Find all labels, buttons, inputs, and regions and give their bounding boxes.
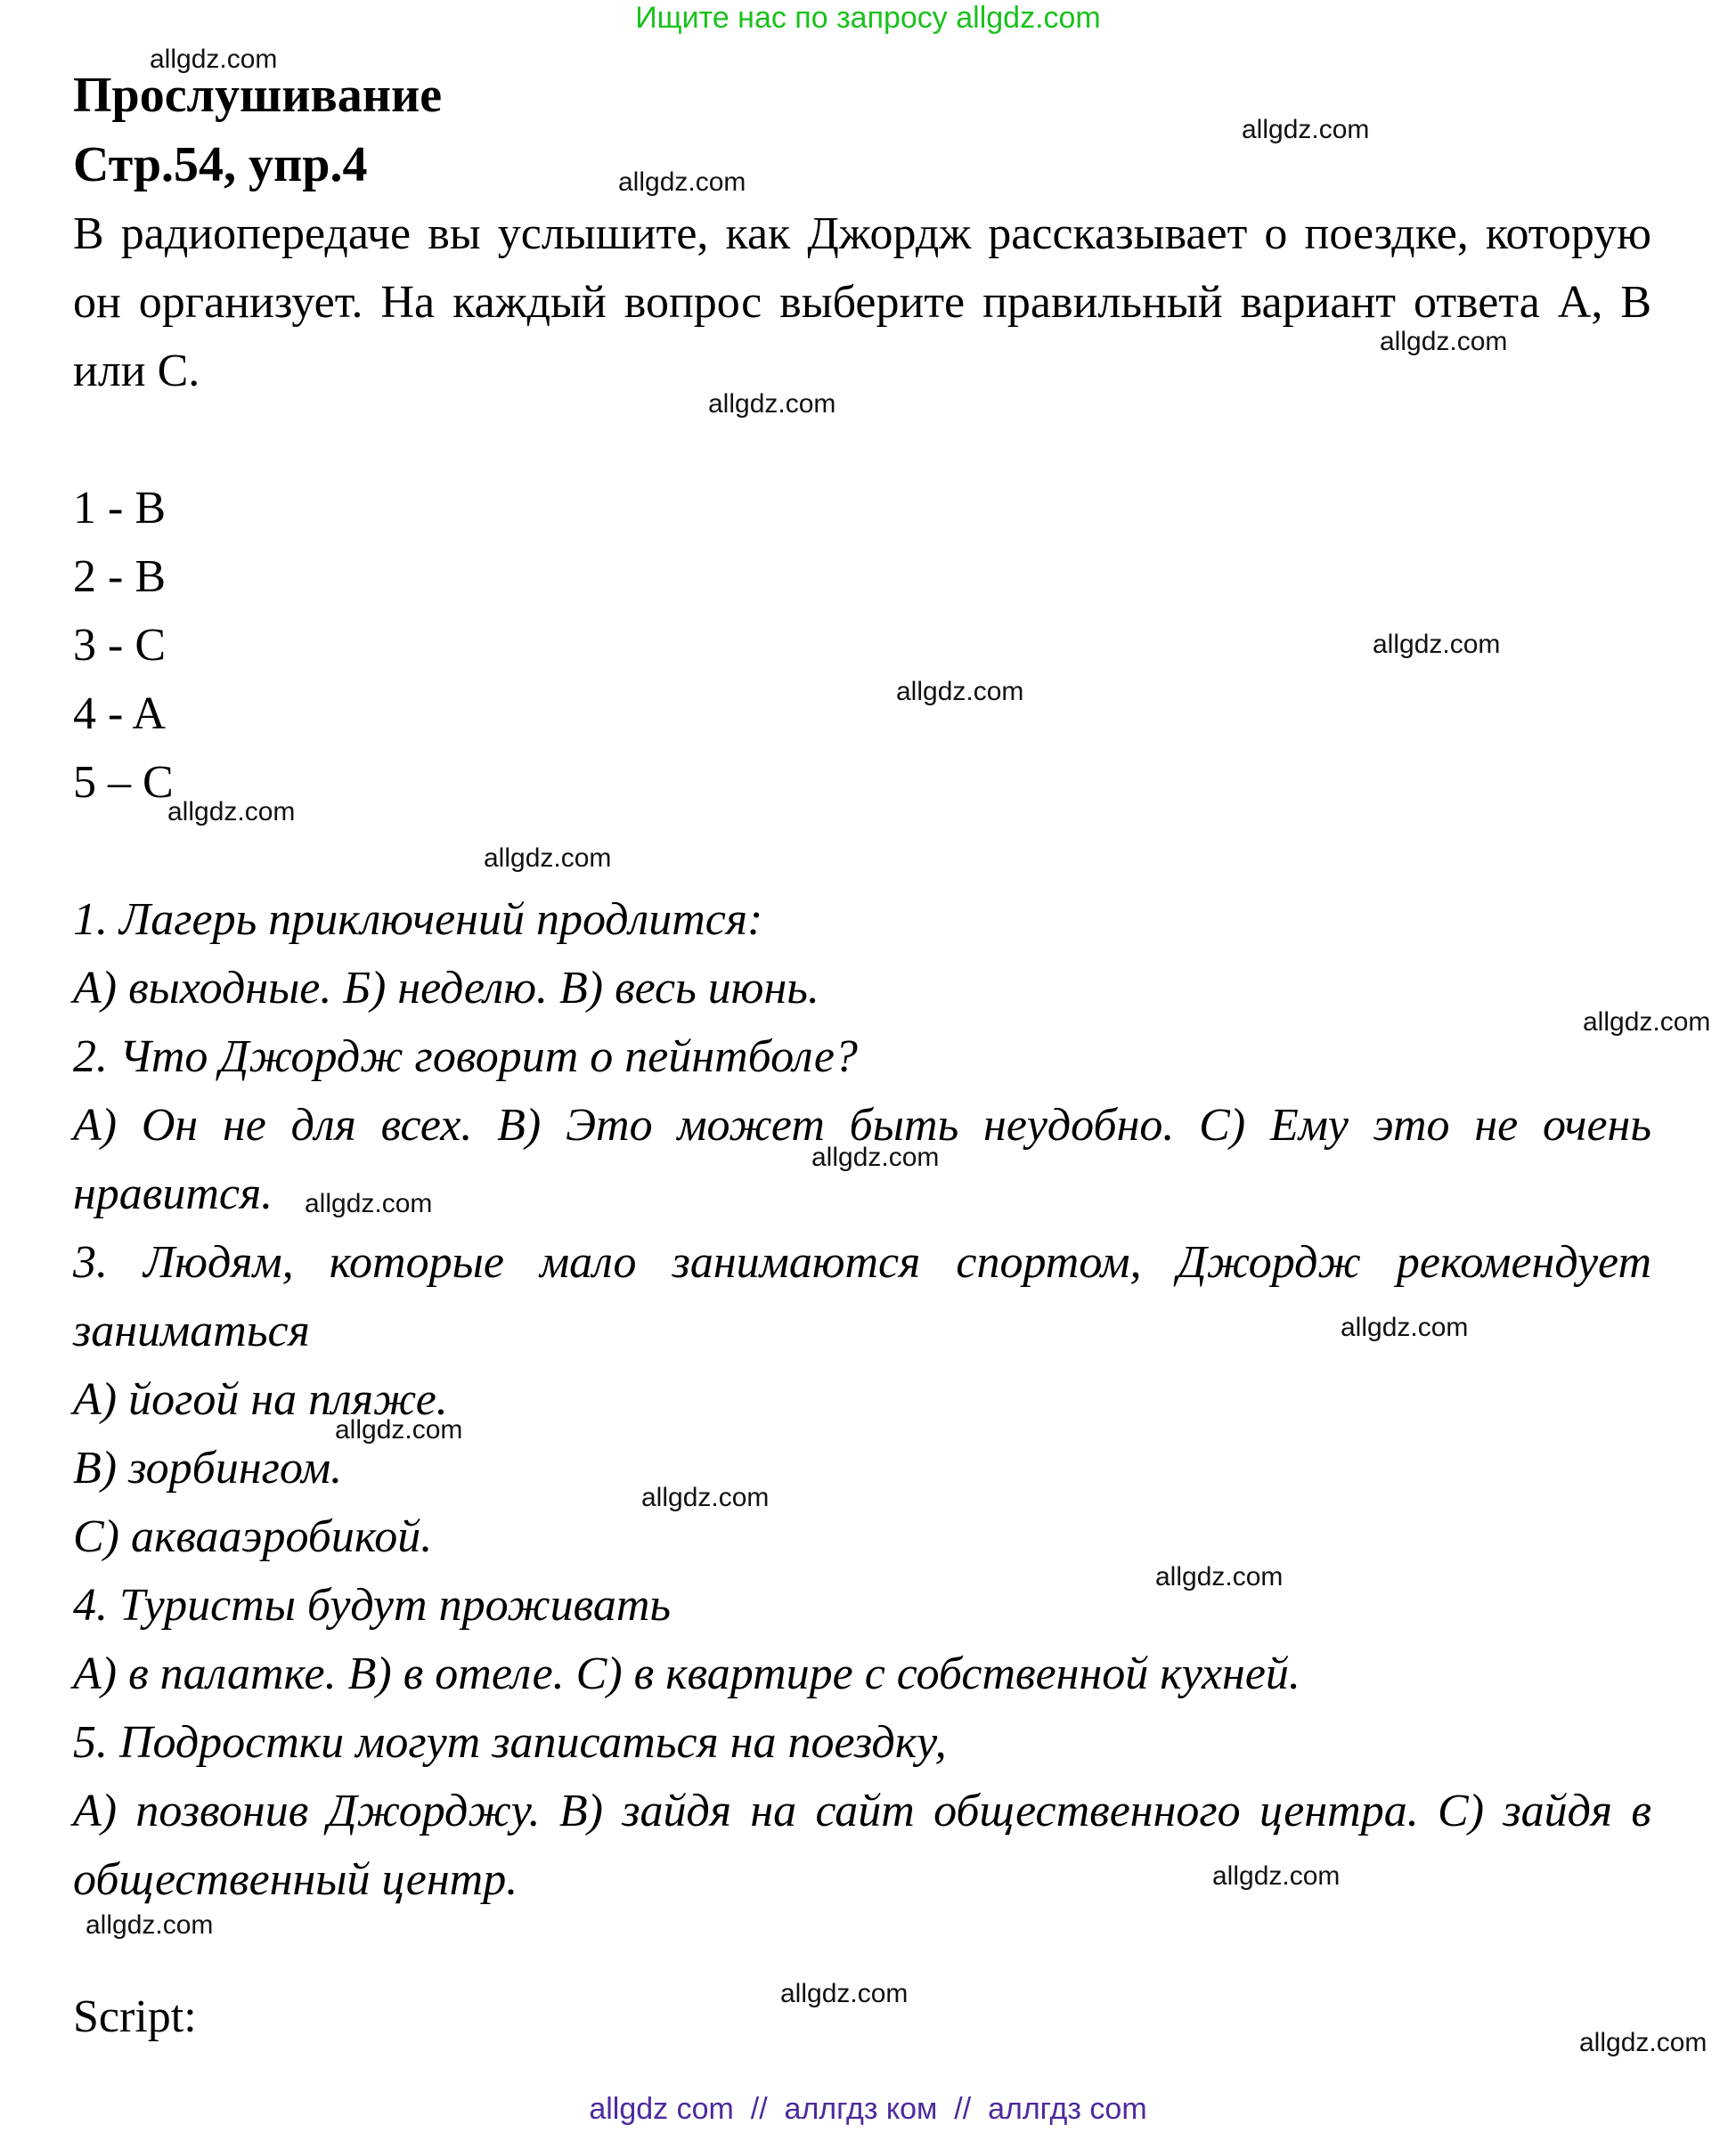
section-title: Прослушивание bbox=[73, 68, 443, 123]
footer-links[interactable]: allgdz com // аллгдз ком // аллгдз com bbox=[589, 2092, 1147, 2126]
answer-item: 5 – C bbox=[73, 757, 174, 808]
watermark: allgdz.com bbox=[1212, 1861, 1341, 1891]
watermark: allgdz.com bbox=[150, 45, 278, 74]
watermark: allgdz.com bbox=[1380, 327, 1508, 356]
script-label: Script: bbox=[73, 1991, 197, 2042]
question-line: 3. Людям, которые мало занимаются спортом, Джордж рекомендует заниматься bbox=[73, 1237, 1651, 1356]
top-banner[interactable]: Ищите нас по запросу allgdz.com bbox=[635, 1, 1101, 35]
watermark: allgdz.com bbox=[86, 1910, 214, 1940]
task-text: В радиопередаче вы услышите, как Джордж рассказывает о поездке, которую он организует. На каждый вопрос выберите правильный вариант ответа А, В или С. bbox=[73, 208, 1651, 396]
watermark: allgdz.com bbox=[1341, 1313, 1469, 1342]
question-line: 4. Туристы будут проживать bbox=[73, 1580, 672, 1631]
watermark: allgdz.com bbox=[1583, 1007, 1711, 1037]
watermark: allgdz.com bbox=[484, 843, 612, 873]
question-line: 1. Лагерь приключений продлится: bbox=[73, 894, 763, 945]
watermark: allgdz.com bbox=[811, 1143, 940, 1172]
question-line: 2. Что Джордж говорит о пейнтболе? bbox=[73, 1031, 858, 1082]
answer-item: 3 - C bbox=[73, 620, 166, 671]
watermark: allgdz.com bbox=[167, 797, 296, 826]
watermark: allgdz.com bbox=[1155, 1562, 1284, 1592]
question-line: А) в палатке. В) в отеле. С) в квартире с собственной кухней. bbox=[73, 1649, 1300, 1699]
watermark: allgdz.com bbox=[780, 1979, 909, 2008]
answer-item: 4 - A bbox=[73, 688, 166, 739]
document-body bbox=[73, 61, 1651, 2051]
page-reference: Стр.54, упр.4 bbox=[73, 137, 368, 192]
answer-item: 2 - B bbox=[73, 551, 166, 602]
watermark: allgdz.com bbox=[335, 1415, 463, 1445]
watermark: allgdz.com bbox=[1242, 115, 1370, 144]
watermark: allgdz.com bbox=[641, 1483, 770, 1512]
watermark: allgdz.com bbox=[1579, 2028, 1707, 2057]
answer-item: 1 - B bbox=[73, 483, 166, 533]
question-line: А) йогой на пляже. bbox=[73, 1374, 448, 1425]
question-line: А) выходные. Б) неделю. В) весь июнь. bbox=[73, 963, 819, 1014]
watermark: allgdz.com bbox=[618, 167, 746, 197]
watermark: allgdz.com bbox=[1373, 630, 1501, 659]
question-line: 5. Подростки могут записаться на поездку, bbox=[73, 1717, 947, 1768]
question-line: А) позвонив Джорджу. В) зайдя на сайт общественного центра. С) зайдя в общественный центр. bbox=[73, 1786, 1651, 1905]
question-line: А) Он не для всех. В) Это может быть неудобно. С) Ему это не очень нравится. bbox=[73, 1100, 1651, 1219]
watermark: allgdz.com bbox=[708, 389, 836, 419]
question-line: В) зорбингом. bbox=[73, 1443, 343, 1494]
question-line: С) аквааэробикой. bbox=[73, 1511, 433, 1562]
watermark: allgdz.com bbox=[305, 1189, 433, 1218]
question-list bbox=[73, 885, 1651, 1914]
watermark: allgdz.com bbox=[896, 677, 1024, 706]
